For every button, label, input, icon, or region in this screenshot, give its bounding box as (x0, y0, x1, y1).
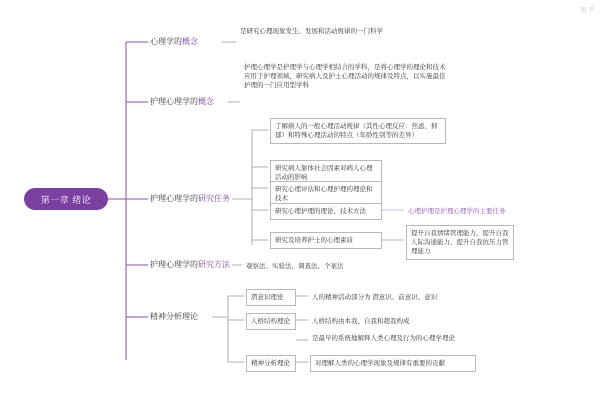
branch-tasks[interactable] (150, 193, 230, 204)
branch-concept-label-hl: 概念 (182, 37, 198, 46)
nursing-concept-detail (242, 60, 450, 93)
branch-nursing-concept[interactable] (150, 96, 214, 107)
branch-methods[interactable] (150, 259, 230, 270)
psych-subitem-detail (310, 290, 470, 305)
psych-subitem (246, 289, 296, 306)
methods-detail (244, 259, 394, 274)
concept-detail-text: 是研究心理现象发生、发展和活动规律的一门科学 (240, 28, 383, 35)
task-item-text: 研究病人躯体社会因素对病人心理活动的影响 (275, 165, 373, 181)
task-item-text: 了解病人的一般心理活动规律（其性心理反应：焦虑、抑郁）和特殊心理活动的特点（年龄性别等的差异） (275, 123, 438, 139)
task-item (270, 203, 382, 220)
branch-tasks-label-hl: 研究任务 (198, 194, 230, 203)
task-item-note-text: 心理护理是护理心理学的主要任务 (408, 208, 506, 215)
task-item-text: 提升自我情绪管理能力，提升自我人际沟通能力、提升自我抗压力管理能力 (411, 230, 509, 255)
psych-subitem-detail-text: 人的精神活动部分为 潜意识、前意识、意识 (312, 294, 438, 301)
psych-theory-note (310, 331, 480, 346)
psych-subitem-detail-text: 人格结构由本我、自我和超我构成 (312, 318, 410, 325)
root-label: 第一章 绪论 (40, 194, 92, 205)
psych-subitem (246, 313, 296, 330)
branch-concept-label: 心理学的 (150, 37, 182, 46)
root-node[interactable] (24, 188, 108, 210)
concept-detail (238, 24, 390, 39)
methods-detail-text: 观察法、实验法、调查法、个案法 (246, 263, 344, 270)
branch-tasks-label: 护理心理学的 (150, 194, 198, 203)
psych-subitem-text: 精神分析理论 (251, 360, 290, 367)
task-item (270, 232, 382, 249)
branch-methods-label-hl: 研究方法 (198, 260, 230, 269)
nursing-concept-detail-text: 护理心理学是护理学与心理学相结合的学科，是将心理学的理论和技术应用于护理领域，研究病人及护士心理活动的规律及特点，以实施最佳护理的一门应用型学科 (244, 64, 446, 89)
psych-subitem-detail-text: 对理解人类的心理学现象及规律有重要的贡献 (315, 360, 445, 367)
task-item-text: 研究心理评估和心理护理的理论和技术 (275, 186, 373, 202)
psych-subitem-detail (310, 314, 470, 329)
branch-psychoanalysis[interactable] (150, 311, 198, 322)
branch-nursing-concept-label-hl: 概念 (198, 97, 214, 106)
psych-theory-note-text: 是最早的系统地解释人类心理及行为的心理学理论 (312, 335, 455, 342)
task-item-text: 研究及培养护士的心理素质 (275, 237, 353, 244)
psych-subitem-text: 潜意识理论 (251, 294, 284, 301)
branch-concept[interactable] (150, 36, 198, 47)
psych-subitem-detail (310, 355, 476, 372)
psych-subitem-text: 人格结构理论 (251, 318, 290, 325)
psych-subitem (246, 355, 296, 372)
branch-nursing-concept-label: 护理心理学的 (150, 97, 198, 106)
task-item-note (406, 204, 518, 219)
branch-psychoanalysis-label: 精神分析理论 (150, 312, 198, 321)
task-item-text: 研究心理护理的理论、技术方法 (275, 208, 366, 215)
task-item (270, 118, 446, 144)
task-item (406, 225, 514, 260)
branch-methods-label: 护理心理学的 (150, 260, 198, 269)
watermark: 知 乎 (580, 8, 594, 14)
